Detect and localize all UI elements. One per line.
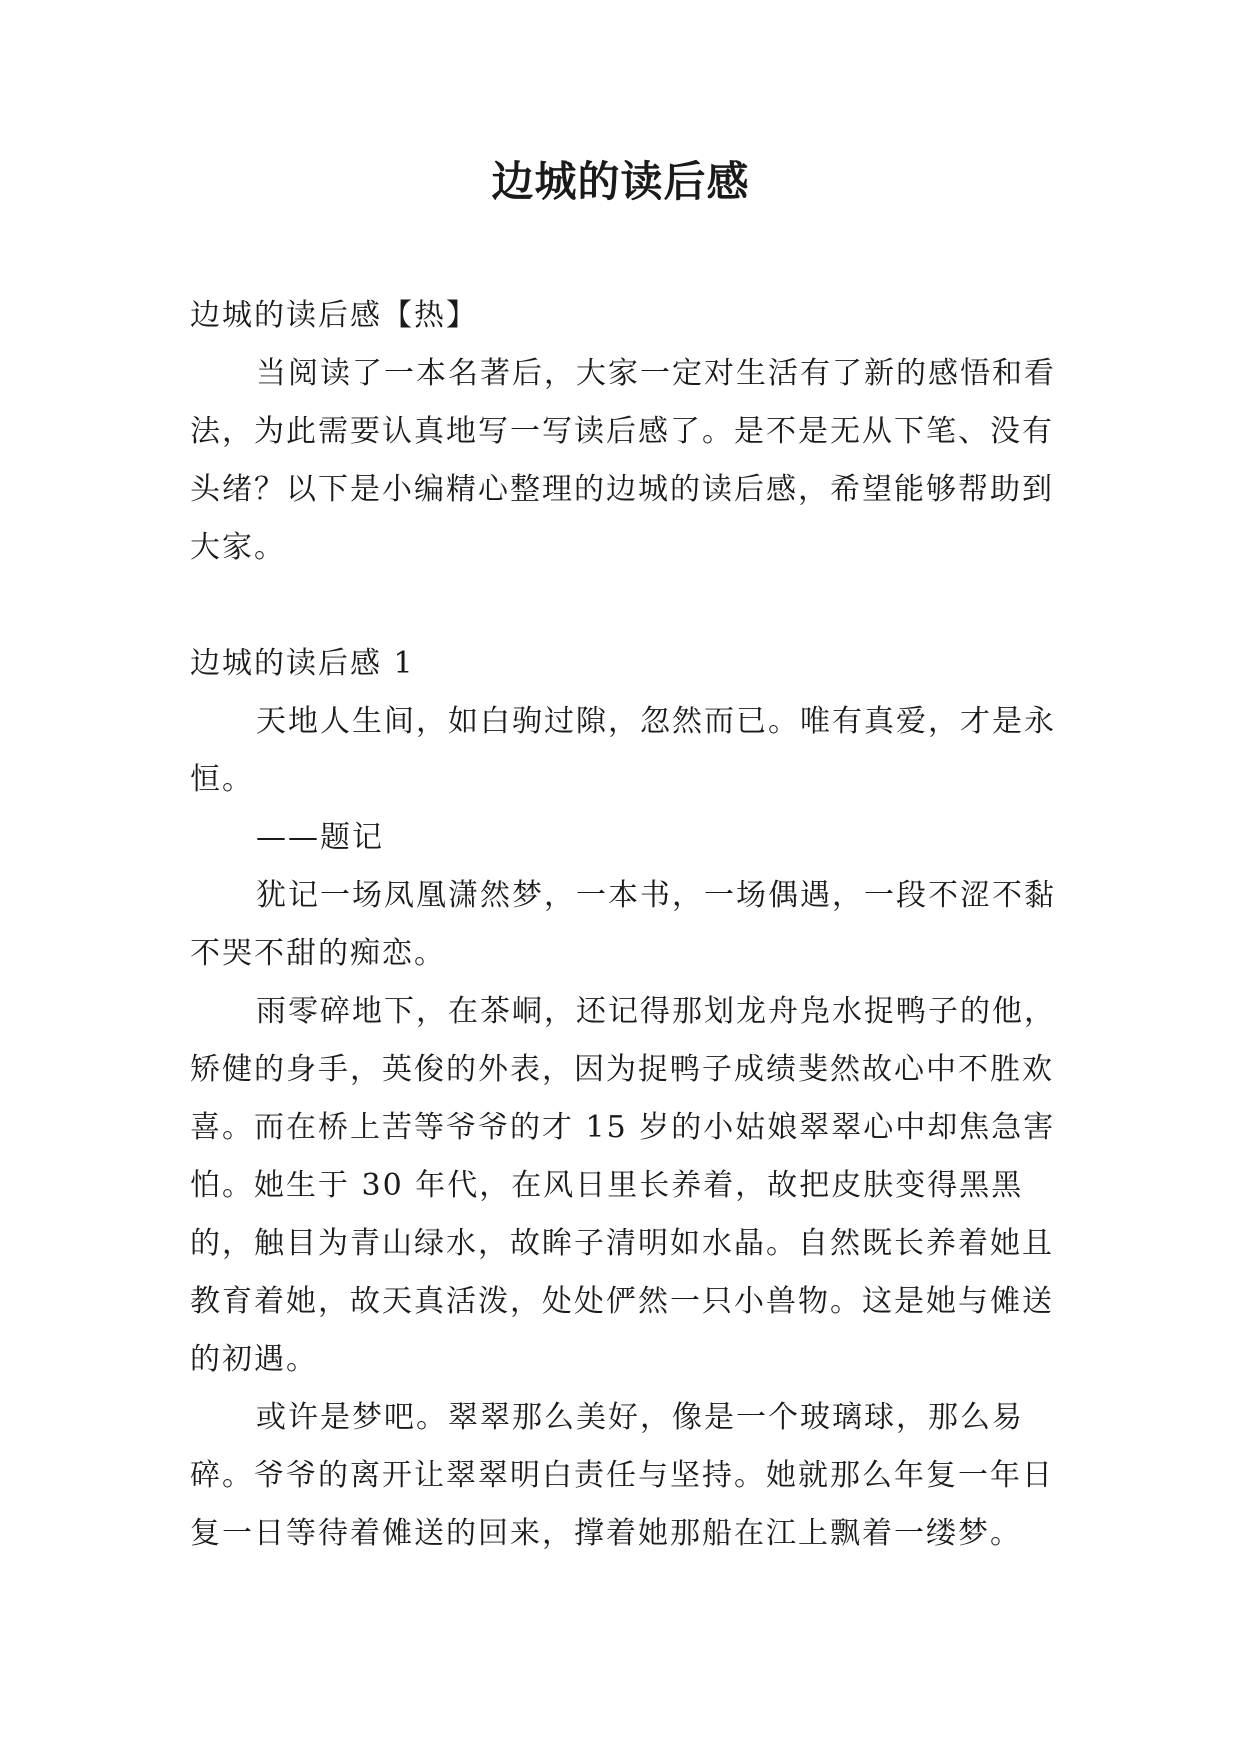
section-spacer	[190, 577, 1060, 635]
document-body	[190, 287, 1060, 1563]
section1-paragraph: 天地人生间，如白驹过隙，忽然而已。唯有真爱，才是永恒。	[190, 704, 1056, 797]
section1-paragraph: 雨零碎地下，在茶峒，还记得那划龙舟凫水捉鸭子的他，矫健的身手，英俊的外表，因为捉鸭子成绩斐然故心中不胜欢喜。而在桥上苦等爷爷的才 15 岁的小姑娘翠翠心中却焦急害怕。她生于 30 年代，在风日里长养着，故把皮肤变得黑黑的，触目为青山绿水，故眸子清明如水晶。自然既长养着她且教育着她，故天真活泼，处处俨然一只小兽物。这是她与傩送的初遇。	[190, 994, 1056, 1377]
intro-heading: 边城的读后感【热】	[190, 298, 478, 333]
section1-paragraph: 或许是梦吧。翠翠那么美好，像是一个玻璃球，那么易碎。爷爷的离开让翠翠明白责任与坚持。她就那么年复一年日复一日等待着傩送的回来，撑着她那船在江上飘着一缕梦。	[190, 1400, 1054, 1551]
document-title: 边城的读后感	[491, 157, 750, 206]
section1-heading: 边城的读后感 1	[190, 646, 415, 681]
intro-paragraph: 当阅读了一本名著后，大家一定对生活有了新的感悟和看法，为此需要认真地写一写读后感了。是不是无从下笔、没有头绪？以下是小编精心整理的边城的读后感，希望能够帮助到大家。	[190, 356, 1056, 565]
epigraph-attribution: ——题记	[256, 820, 384, 855]
section1-paragraph: 犹记一场凤凰潇然梦，一本书，一场偶遇，一段不涩不黏不哭不甜的痴恋。	[190, 878, 1056, 971]
